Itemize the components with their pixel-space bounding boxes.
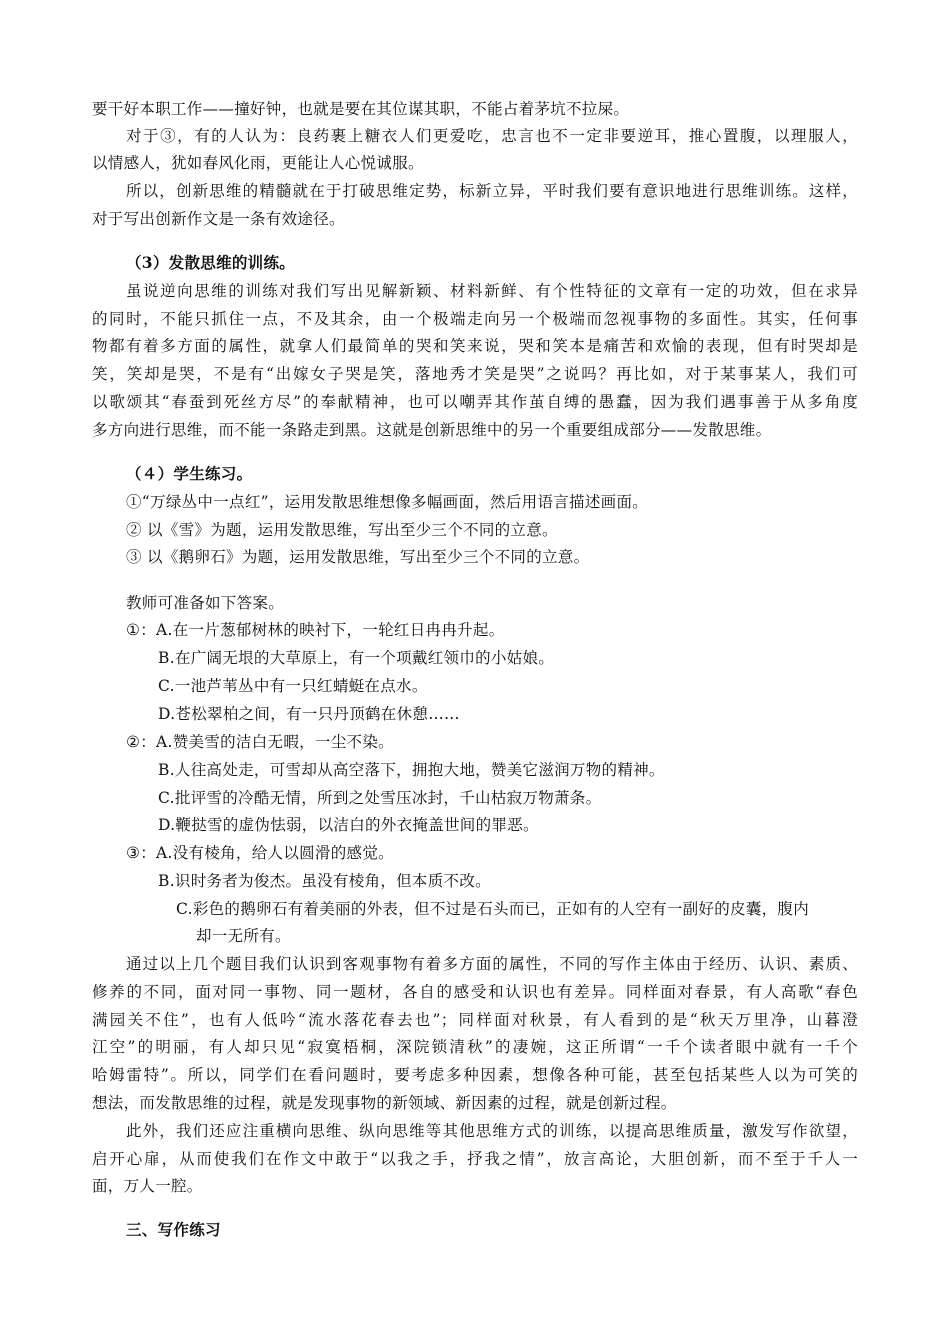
paragraph-line: 江空”的明丽，有人却只见“寂寞梧桐，深院锁清秋”的凄婉，这正所谓“一千个读者眼中就有一千个 bbox=[92, 1038, 858, 1056]
paragraph-line: 哈姆雷特”。所以，同学们在看问题时，要考虑多种因素，想像各种可能，甚至包括某些人以为可笑的 bbox=[92, 1066, 858, 1084]
paragraph-line: 以情感人，犹如春风化雨，更能让人心悦诚服。 bbox=[92, 154, 424, 172]
paragraph-line: 对于③，有的人认为：良药裹上糖衣人们更爱吃，忠言也不一定非要逆耳，推心置腹，以理服人， bbox=[126, 127, 858, 145]
paragraph-line: 虽说逆向思维的训练对我们写出见解新颖、材料新鲜、有个性特征的文章有一定的功效，但在求异 bbox=[126, 282, 858, 300]
paragraph-line: 以歌颂其“春蚕到死丝方尽”的奉献精神，也可以嘲弄其作茧自缚的愚蠢，因为我们遇事善于从多角度 bbox=[92, 393, 858, 411]
paragraph-line: 满园关不住”，也有人低吟“流水落花春去也”；同样面对秋景，有人看到的是“秋天万里净，山暮澄 bbox=[92, 1011, 858, 1029]
section-heading: 三、写作练习 bbox=[126, 1220, 221, 1239]
answer-item: C.批评雪的冷酷无情，所到之处雪压冰封，千山枯寂万物萧条。 bbox=[158, 789, 602, 807]
answer-item: D.苍松翠柏之间，有一只丹顶鹤在休憩…… bbox=[158, 705, 460, 723]
answer-item: B.人往高处走，可雪却从高空落下，拥抱大地，赞美它滋润万物的精神。 bbox=[158, 761, 665, 779]
answer-item: ①：A.在一片葱郁树林的映衬下，一轮红日冉冉升起。 bbox=[126, 621, 505, 639]
exercise-item: ③ 以《鹅卵石》为题，运用发散思维，写出至少三个不同的立意。 bbox=[126, 548, 590, 566]
paragraph-line: 面，万人一腔。 bbox=[92, 1177, 203, 1195]
exercise-item: ①“万绿丛中一点红”，运用发散思维想像多幅画面，然后用语言描述画面。 bbox=[126, 493, 649, 511]
answer-item: B.在广阔无垠的大草原上，有一个项戴红领巾的小姑娘。 bbox=[158, 649, 555, 667]
paragraph-line: 要干好本职工作——撞好钟，也就是要在其位谋其职，不能占着茅坑不拉屎。 bbox=[92, 100, 630, 118]
paragraph-line: 通过以上几个题目我们认识到客观事物有着多方面的属性，不同的写作主体由于经历、认识、素质、 bbox=[126, 955, 858, 973]
paragraph-line: 对于写出创新作文是一条有效途径。 bbox=[92, 210, 345, 228]
exercise-item: ② 以《雪》为题，运用发散思维，写出至少三个不同的立意。 bbox=[126, 521, 558, 539]
paragraph-line: 多方向进行思维，而不能一条路走到黑。这就是创新思维中的另一个重要组成部分——发散思维。 bbox=[92, 421, 772, 439]
answer-item: ③：A.没有棱角，给人以圆滑的感觉。 bbox=[126, 844, 394, 862]
paragraph-line: 修养的不同，面对同一事物、同一题材，各自的感受和认识也有差异。同样面对春景，有人高歌“春色 bbox=[92, 983, 858, 1001]
answer-item: C.彩色的鹅卵石有着美丽的外表，但不过是石头而已，正如有的人空有一副好的皮囊，腹内 bbox=[176, 900, 810, 918]
paragraph-line: 此外，我们还应注重横向思维、纵向思维等其他思维方式的训练，以提高思维质量，激发写作欲望， bbox=[126, 1122, 858, 1140]
answer-item: B.识时务者为俊杰。虽没有棱角，但本质不改。 bbox=[158, 872, 491, 890]
answer-item: D.鞭挞雪的虚伪怯弱，以洁白的外衣掩盖世间的罪恶。 bbox=[158, 816, 539, 834]
paragraph-line: 所以，创新思维的精髓就在于打破思维定势，标新立异，平时我们要有意识地进行思维训练。这样， bbox=[126, 182, 858, 200]
paragraph-line: 笑，笑却是哭，不是有“出嫁女子哭是笑，落地秀才笑是哭”之说吗？再比如，对于某事某人，我们可 bbox=[92, 365, 858, 383]
paragraph-line: 想法，而发散思维的过程，就是发现事物的新领域、新因素的过程，就是创新过程。 bbox=[92, 1094, 677, 1112]
paragraph-line: 启开心扉，从而使我们在作文中敢于“以我之手，抒我之情”，放言高论，大胆创新，而不至于千人一 bbox=[92, 1150, 858, 1168]
section-heading: （3）发散思维的训练。 bbox=[126, 253, 296, 272]
answer-item: ②：A.赞美雪的洁白无暇，一尘不染。 bbox=[126, 733, 394, 751]
answers-intro: 教师可准备如下答案。 bbox=[126, 594, 285, 612]
paragraph-line: 物都有着多方面的属性，就拿人们最简单的哭和笑来说，哭和笑本是痛苦和欢愉的表现，但有时哭却是 bbox=[92, 337, 858, 355]
answer-item: C.一池芦苇丛中有一只红蜻蜓在点水。 bbox=[158, 677, 428, 695]
paragraph-line: 的同时，不能只抓住一点，不及其余，由一个极端走向另一个极端而忽视事物的多面性。其实，任何事 bbox=[92, 310, 858, 328]
section-heading: （４）学生练习。 bbox=[126, 464, 253, 483]
answer-item: 却一无所有。 bbox=[196, 927, 291, 945]
